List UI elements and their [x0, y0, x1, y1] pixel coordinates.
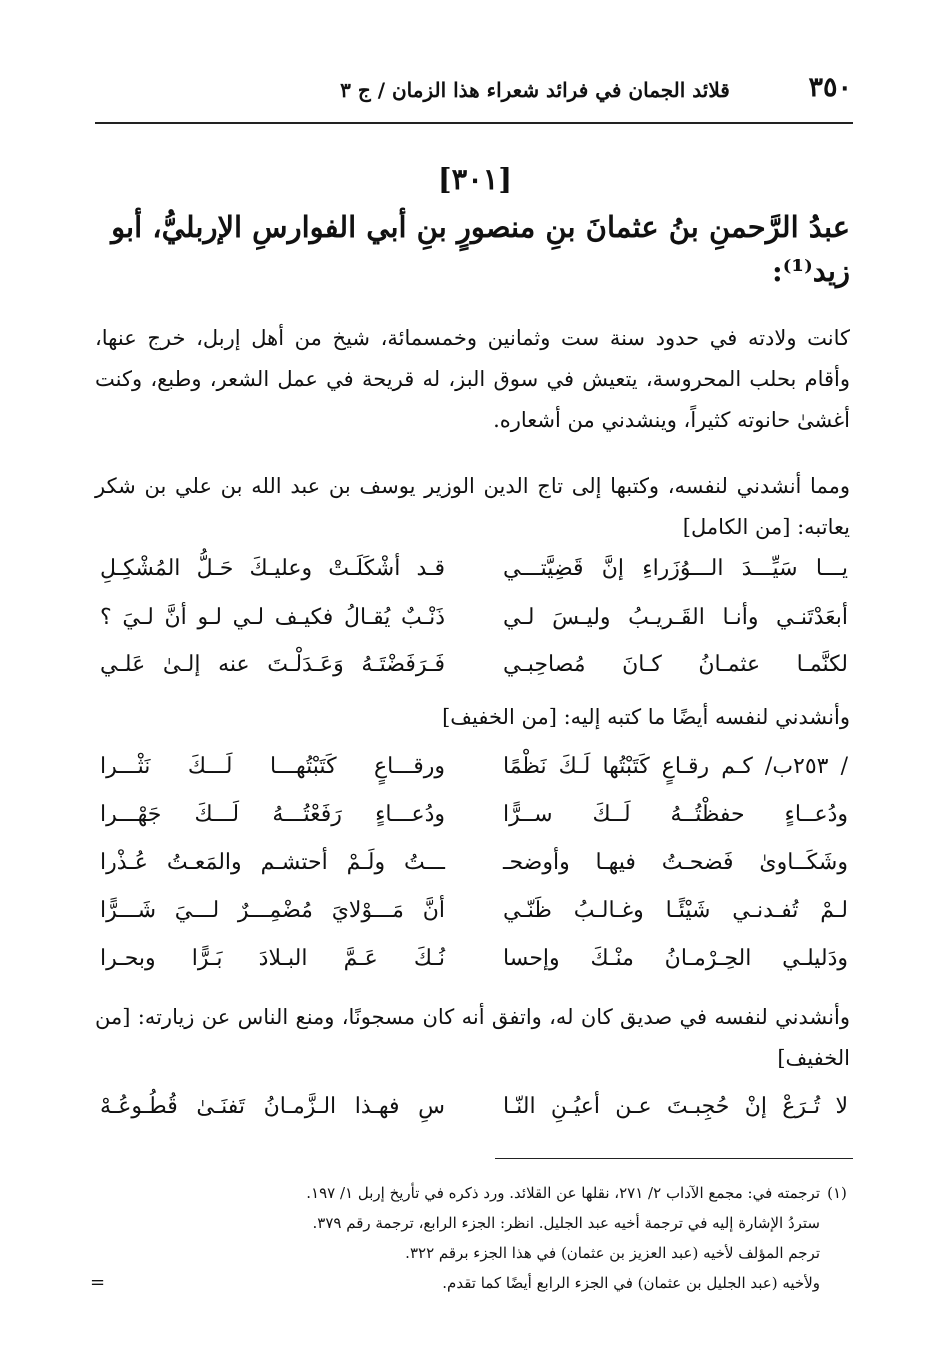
verse-hemistich-first: ودَليلـي الحِـرْمـانُ منْـكَ وإحسا — [503, 946, 848, 971]
verse-hemistich-first: وشَكَــاوىٰ فَضحـتُ فيهـا وأوضحـ — [503, 850, 848, 875]
footnote-rule — [495, 1158, 853, 1159]
verse-hemistich-first: لكنَّمـا عثمـانُ كـانَ مُصاحِبـي — [503, 652, 848, 677]
poem-intro-1: ومما أنشدني لنفسه، وكتبها إلى تاج الدين الوزير يوسف بن عبد الله بن علي بن شكر يعاتبه: [من الكامل] — [95, 474, 850, 539]
verse-hemistich-second: ذَنْـبٌ يُقـالُ فكيـف لـي لـو أنَّ لـيَ ؟ — [100, 605, 445, 630]
poem-intro-2: وأنشدني لنفسه أيضًا ما كتبه إليه: [من الخفيف] — [442, 705, 850, 729]
verse-hemistich-first: أبعَدْتَنـي وأنـا القَـريـبُ وليـسَ لـي — [503, 605, 848, 630]
verse-hemistich-second: نُـكَ عَـمَّ البـلادَ بَـرًّا وبحـرا — [100, 946, 445, 971]
page-number: ٣٥٠ — [808, 72, 852, 103]
footnote-line: ستردُ الإشارة إليه في ترجمة أخيه عبد الجليل. انظر: الجزء الرابع، ترجمة رقم ٣٧٩. — [312, 1214, 820, 1232]
verse-hemistich-first: / ٢٥٣ب/ كـم رقـاعٍ كَتَبْتُها لَـكَ نَظْمًا — [503, 754, 848, 779]
verse-hemistich-second: فَـرَفَضْتَـهُ وَعَـدَلْـتَ عنه إلـىٰ عَلـي — [100, 652, 445, 677]
poem-intro-3: وأنشدني لنفسه في صديق كان له، واتفق أنه كان مسجونًا، ومنع الناس عن زيارته: [من الخفيف] — [95, 1005, 850, 1070]
verse-hemistich-first: لا تُـرَعْ إنْ حُجِبـتَ عـن أعيُـنِ النّـا — [503, 1094, 848, 1119]
footnote-line: ترجمته في: مجمع الآداب ٢/ ٢٧١، نقلها عن القلائد. ورد ذكره في تأريخ إربل ١/ ١٩٧. — [306, 1184, 820, 1202]
footnote-line: ترجم المؤلف لأخيه (عبد العزيز بن عثمان) في هذا الجزء برقم ٣٢٢. — [405, 1244, 820, 1262]
verse-hemistich-second: سِ فهـذا الـزَّمـانُ تَفنَـىٰ قُطُـوعُـهْ — [100, 1094, 445, 1119]
verse-hemistich-second: ـــتُ ولَـمْ أحتشـم والمَعـتُ عُـذْرا — [100, 850, 445, 875]
footnote-number: (١) — [827, 1184, 847, 1202]
verse-hemistich-second: أنَّ مَـــوْلايَ مُضْمِـــرٌ لـــيَ شَـــرًّا — [100, 898, 445, 923]
verse-hemistich-second: قـد أشْكَلَـتْ وعليـكَ حَـلُّ المُشْكِـلِ — [100, 556, 445, 581]
verse-hemistich-first: ودُعــاءٍ حفظْتُــهُ لَــكَ ســرًّا — [503, 802, 848, 827]
verse-hemistich-first: يـــا سَيِّـــدَ الـــوُزَراءِ إنَّ قَضِيَّتـــي — [503, 556, 848, 581]
verse-hemistich-second: ورقـــاعٍ كَتَبْتُهـــا لَـــكَ نَثْـــرا — [100, 754, 445, 779]
entry-number: [٣٠١] — [437, 162, 513, 196]
entry-title-line-1: عبدُ الرَّحمنِ بنُ عثمانَ بنِ منصورٍ بنِ أبي الفوارسِ الإربليُّ، أبو — [111, 210, 850, 244]
continuation-marker: = — [90, 1272, 106, 1293]
footnote-line: ولأخيه (عبد الجليل بن عثمان) في الجزء الرابع أيضًا كما تقدم. — [442, 1274, 820, 1292]
verse-hemistich-first: لـمْ تُفـدنـي شَيْئًـا وغـالـبُ ظَنّـي — [503, 898, 848, 923]
entry-title-line-2: زيد⁽¹⁾: — [772, 254, 850, 288]
header-rule — [95, 122, 853, 124]
verse-hemistich-second: ودُعـــاءٍ رَفَعْتُـــهُ لَـــكَ جَهْـــرا — [100, 802, 445, 827]
biography-paragraph: كانت ولادته في حدود سنة ست وثمانين وخمسمائة، شيخ من أهل إربل، خرج عنها، وأقام بحلب المحروسة، يتعيش في سوق البز، له قريحة في عمل الشعر، وطبع، وكنت أغشىٰ حانوته كثيراً، وينشدني من أشعاره. — [95, 326, 850, 432]
running-title: قلائد الجمان في فرائد شعراء هذا الزمان / ج ٣ — [340, 78, 730, 102]
